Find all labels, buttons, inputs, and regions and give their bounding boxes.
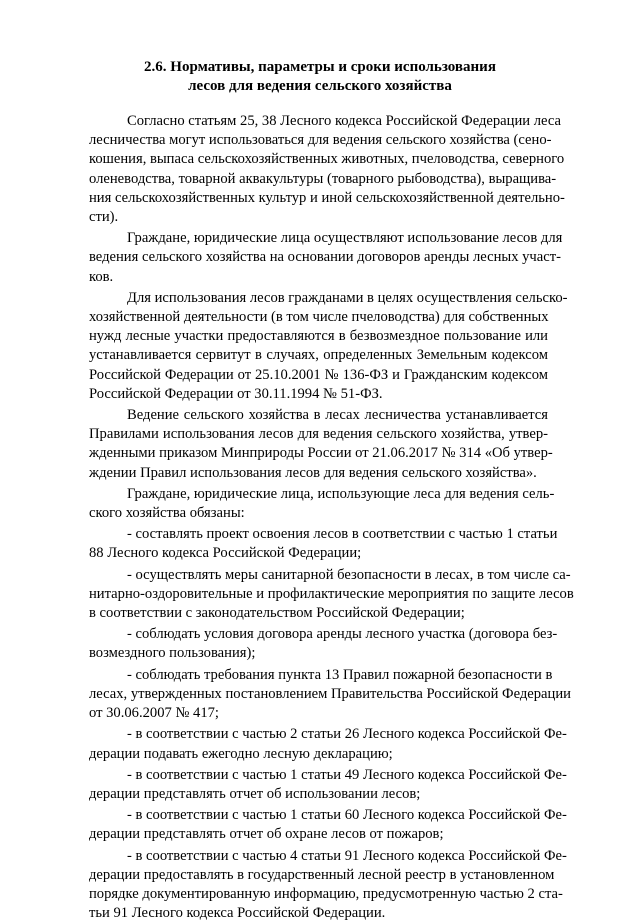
paragraph-line: лесничества могут использоваться для ведения сельского хозяйства (сено- — [89, 132, 552, 149]
paragraph-line: Для использования лесов гражданами в целях осуществления сельско- — [127, 289, 568, 306]
paragraph-line: лесах, утвержденных постановлением Правительства Российской Федерации — [89, 685, 571, 702]
paragraph-line: - составлять проект освоения лесов в соответствии с частью 1 статьи — [127, 526, 558, 543]
paragraph-line: дерации представлять отчет об использовании лесов; — [89, 785, 421, 802]
paragraph-line: - осуществлять меры санитарной безопасности в лесах, в том числе са- — [127, 566, 571, 583]
paragraph-line: дерации предоставлять в государственный лесной реестр в установленном — [89, 866, 555, 883]
paragraph-line: порядке документированную информацию, предусмотренную частью 2 ста- — [89, 885, 563, 902]
paragraph — [89, 806, 567, 844]
paragraph — [89, 485, 555, 523]
paragraph-line: дерации представлять отчет об охране лесов от пожаров; — [89, 826, 444, 843]
paragraph-line: ков. — [89, 268, 114, 285]
section-body — [89, 112, 574, 923]
paragraph-line: хозяйственной деятельности (в том числе пчеловодства) для собственных — [89, 309, 549, 326]
paragraph-line: нужд лесные участки предоставляются в безвозмездное пользование или — [89, 328, 548, 345]
paragraph-line: дерации подавать ежегодно лесную декларацию; — [89, 745, 393, 762]
paragraph — [89, 725, 567, 763]
paragraph-line: возмездного пользования); — [89, 645, 256, 662]
paragraph-line: тьи 91 Лесного кодекса Российской Федерации. — [89, 905, 386, 922]
paragraph-line: - в соответствии с частью 1 статьи 60 Лесного кодекса Российской Фе- — [127, 807, 567, 824]
paragraph-line: кошения, выпаса сельскохозяйственных животных, пчеловодства, северного — [89, 151, 565, 168]
paragraph-line: ждении Правил использования лесов для ведения сельского хозяйства». — [89, 464, 537, 481]
paragraph-line: нитарно-оздоровительные и профилактические мероприятия по защите лесов — [89, 585, 574, 602]
paragraph-line: - соблюдать требования пункта 13 Правил пожарной безопасности в — [127, 666, 553, 683]
paragraph-line: - в соответствии с частью 1 статьи 49 Лесного кодекса Российской Фе- — [127, 766, 567, 783]
paragraph — [89, 289, 568, 404]
paragraph-line: жденными приказом Минприроды России от 21.06.2017 № 314 «Об утвер- — [89, 445, 553, 462]
paragraph-line: ния сельскохозяйственных культур и иной сельскохозяйственной деятельно- — [89, 189, 565, 206]
paragraph-line: - соблюдать условия договора аренды лесного участка (договора без- — [127, 626, 558, 643]
paragraph — [89, 625, 558, 663]
section-heading — [90, 58, 550, 96]
paragraph-line: Согласно статьям 25, 38 Лесного кодекса Российской Федерации леса — [127, 113, 561, 129]
paragraph-line: Граждане, юридические лица, использующие леса для ведения сель- — [127, 485, 555, 502]
paragraph — [89, 112, 565, 227]
paragraph-line: Российской Федерации от 30.11.1994 № 51-ФЗ. — [89, 385, 383, 402]
paragraph-line: 88 Лесного кодекса Российской Федерации; — [89, 545, 362, 562]
paragraph — [89, 847, 567, 923]
paragraph-line: - в соответствии с частью 2 статьи 26 Лесного кодекса Российской Фе- — [127, 726, 567, 743]
paragraph-line: - в соответствии с частью 4 статьи 91 Лесного кодекса Российской Фе- — [127, 847, 567, 864]
section-heading-line-1: 2.6. Нормативы, параметры и сроки использования — [144, 59, 496, 75]
section-heading-line-2: лесов для ведения сельского хозяйства — [188, 78, 452, 94]
paragraph — [89, 666, 571, 724]
paragraph-line: Ведение сельского хозяйства в лесах лесничества устанавливается — [127, 407, 548, 424]
paragraph — [89, 406, 553, 483]
paragraph — [89, 566, 574, 624]
paragraph-line: от 30.06.2007 № 417; — [89, 705, 219, 722]
paragraph-line: оленеводства, товарной аквакультуры (товарного рыбоводства), выращива- — [89, 170, 557, 187]
paragraph-line: Правилами использования лесов для ведения сельского хозяйства, утвер- — [89, 426, 548, 443]
paragraph-line: в соответствии с законодательством Российской Федерации; — [89, 605, 465, 622]
paragraph-line: устанавливается сервитут в случаях, определенных Земельным кодексом — [89, 347, 548, 364]
paragraph — [89, 525, 558, 563]
paragraph — [89, 766, 567, 804]
paragraph-line: Граждане, юридические лица осуществляют использование лесов для — [127, 230, 563, 247]
paragraph — [89, 229, 563, 287]
paragraph-line: Российской Федерации от 25.10.2001 № 136-ФЗ и Гражданским кодексом — [89, 366, 548, 383]
paragraph-line: ского хозяйства обязаны: — [89, 505, 245, 522]
paragraph-line: ведения сельского хозяйства на основании договоров аренды лесных участ- — [89, 249, 561, 266]
paragraph-line: сти). — [89, 209, 119, 226]
